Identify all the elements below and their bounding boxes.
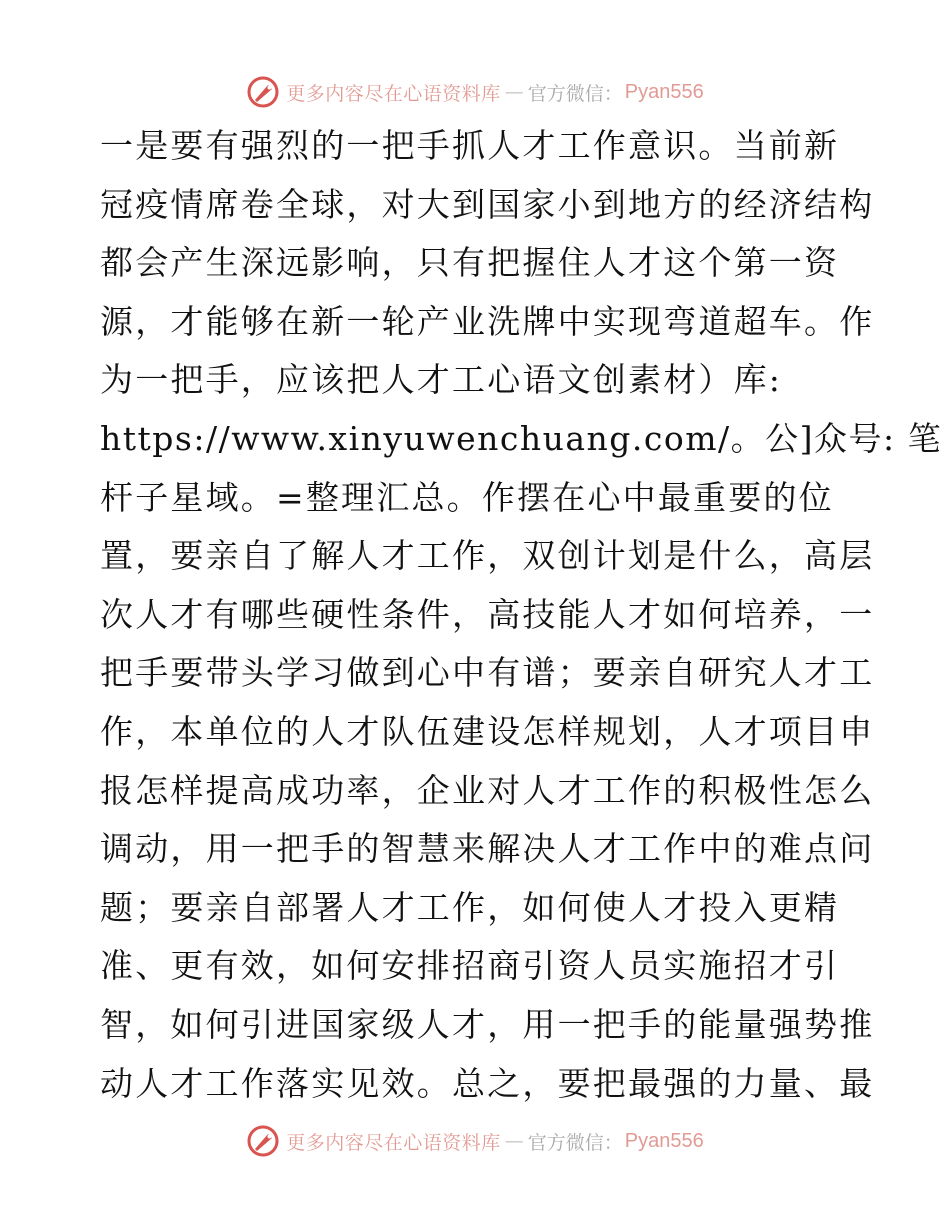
text-line: 把手要带头学习做到心中有谱；要亲自研究人才工 [100, 653, 875, 693]
watermark-separator: — [504, 1130, 524, 1152]
text-line: 报怎样提高成功率，企业对人才工作的积极性怎么 [100, 770, 875, 810]
text-line: 冠疫情席卷全球，对大到国家小到地方的经济结构 [100, 184, 875, 224]
text-line: 次人才有哪些硬性条件，高技能人才如何培养，一 [100, 594, 875, 634]
pen-nib-circle-icon [246, 75, 280, 109]
watermark-text: 更多内容尽在心语资料库 [286, 1131, 501, 1154]
watermark-wechat-id: Pyan556 [624, 80, 704, 103]
watermark-wechat-label: 官方微信： [527, 1131, 623, 1154]
watermark-text: 更多内容尽在心语资料库 [286, 82, 501, 105]
text-line: 题；要亲自部署人才工作，如何使人才投入更精 [100, 887, 840, 927]
text-line: 杆子星域。=整理汇总。作摆在心中最重要的位 [100, 477, 834, 517]
text-line: 智，如何引进国家级人才，用一把手的能量强势推 [100, 1004, 875, 1044]
text-line: 源，才能够在新一轮产业洗牌中实现弯道超车。作 [100, 301, 875, 341]
watermark-separator: — [504, 81, 524, 103]
text-line: 一是要有强烈的一把手抓人才工作意识。当前新 [100, 126, 840, 165]
text-line: 作，本单位的人才队伍建设怎样规划，人才项目申 [100, 711, 875, 751]
watermark-wechat-label: 官方微信： [527, 82, 623, 105]
text-line: 都会产生深远影响，只有把握住人才这个第一资 [100, 243, 840, 283]
text-line: 动人才工作落实见效。总之，要把最强的力量、最 [100, 1063, 875, 1103]
text-line-url: https://www.xinyuwenchuang.com/。公]众号: 笔 [100, 418, 943, 458]
text-line: 置，要亲自了解人才工作，双创计划是什么，高层 [100, 536, 875, 576]
watermark-wechat-id: Pyan556 [624, 1129, 704, 1152]
header-watermark [0, 72, 950, 112]
text-line: 准、更有效，如何安排招商引资人员实施招才引 [100, 946, 840, 986]
text-line: 为一把手，应该把人才工心语文创素材）库: [100, 360, 783, 400]
pen-nib-circle-icon [246, 1124, 280, 1158]
document-body [100, 117, 943, 1113]
text-line: 调动，用一把手的智慧来解决人才工作中的难点问 [100, 829, 875, 869]
footer-watermark [0, 1121, 950, 1161]
